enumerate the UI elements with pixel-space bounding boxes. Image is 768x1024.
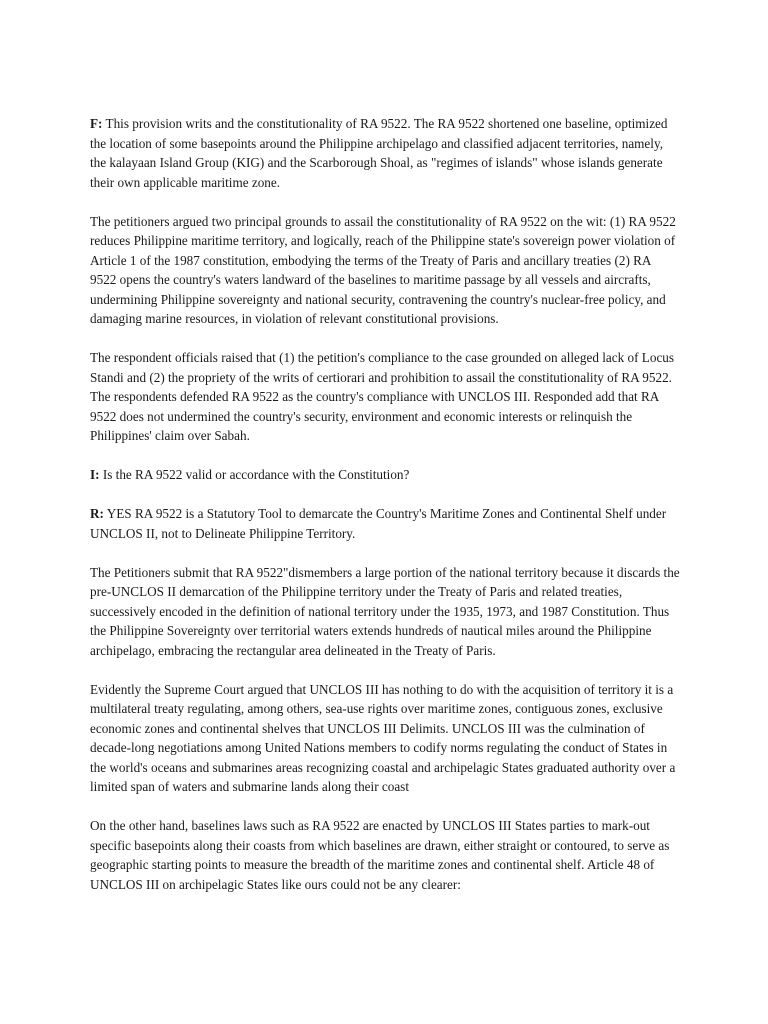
facts-text: This provision writs and the constitutionality of RA 9522. The RA 9522 shortened one baseline, optimized the location of some basepoints around the Philippine archipelago and classified adjacent territories, namely, the kalayaan Island Group (KIG) and the Scarborough Shoal, as "regimes of islands" whose islands generate their own applicable maritime zone. bbox=[90, 116, 668, 190]
petitioners-grounds-paragraph: The petitioners argued two principal grounds to assail the constitutionality of RA 9522 on the wit: (1) RA 9522 reduces Philippine maritime territory, and logically, reach of the Philippine state's sovereign power violation of Article 1 of the 1987 constitution, embodying the terms of the Treaty of Paris and ancillary treaties (2) RA 9522 opens the country's waters landward of the baselines to maritime passage by all vessels and aircrafts, undermining Philippine sovereignty and national security, contravening the country's nuclear-free policy, and damaging marine resources, in violation of relevant constitutional provisions. bbox=[90, 213, 676, 326]
document-page bbox=[90, 114, 680, 914]
facts-label: F: bbox=[90, 116, 103, 131]
supreme-court-paragraph: Evidently the Supreme Court argued that UNCLOS III has nothing to do with the acquisition of territory it is a multilateral treaty regulating, among others, sea-use rights over maritime zones, contiguous zones, exclusive economic zones and continental shelves that UNCLOS III Delimits. UNCLOS III was the culmination of decade-long negotiations among United Nations members to codify norms regulating the conduct of States in the world's oceans and submarines areas recognizing coastal and archipelagic States graduated authority over a limited span of waters and submarine lands along their coast bbox=[90, 681, 676, 794]
ruling-paragraph bbox=[90, 504, 680, 543]
respondents-paragraph: The respondent officials raised that (1) the petition's compliance to the case grounded on alleged lack of Locus Standi and (2) the propriety of the writs of certiorari and prohibition to assail the constitutionality of RA 9522. The respondents defended RA 9522 as the country's compliance with UNCLOS III. Responded add that RA 9522 does not undermined the country's security, environment and economic interests or relinquish the Philippines' claim over Sabah. bbox=[90, 350, 675, 443]
baselines-paragraph: On the other hand, baselines laws such as RA 9522 are enacted by UNCLOS III States parties to mark-out specific basepoints along their coasts from which baselines are drawn, either straight or contoured, to serve as geographic starting points to measure the breadth of the maritime zones and continental shelf. Article 48 of UNCLOS III on archipelagic States like ours could not be any clearer: bbox=[90, 818, 670, 892]
ruling-label: R: bbox=[90, 506, 104, 521]
petitioners-submit-paragraph: The Petitioners submit that RA 9522"dismembers a large portion of the national territory because it discards the pre-UNCLOS II demarcation of the Philippine territory under the Treaty of Paris and related treaties, successively encoded in the definition of national territory under the 1935, 1973, and 1987 Constitution. Thus the Philippine Sovereignty over territorial waters extends hundreds of nautical miles around the Philippine archipelago, embracing the rectangular area delineated in the Treaty of Paris. bbox=[90, 564, 680, 658]
ruling-text: YES RA 9522 is a Statutory Tool to demarcate the Country's Maritime Zones and Continental Shelf under UNCLOS II, not to Delineate Philippine Territory. bbox=[90, 506, 667, 541]
issue-text: Is the RA 9522 valid or accordance with the Constitution? bbox=[99, 467, 410, 482]
issue-paragraph bbox=[90, 465, 680, 485]
facts-paragraph bbox=[90, 114, 680, 192]
issue-label: I: bbox=[90, 467, 100, 482]
